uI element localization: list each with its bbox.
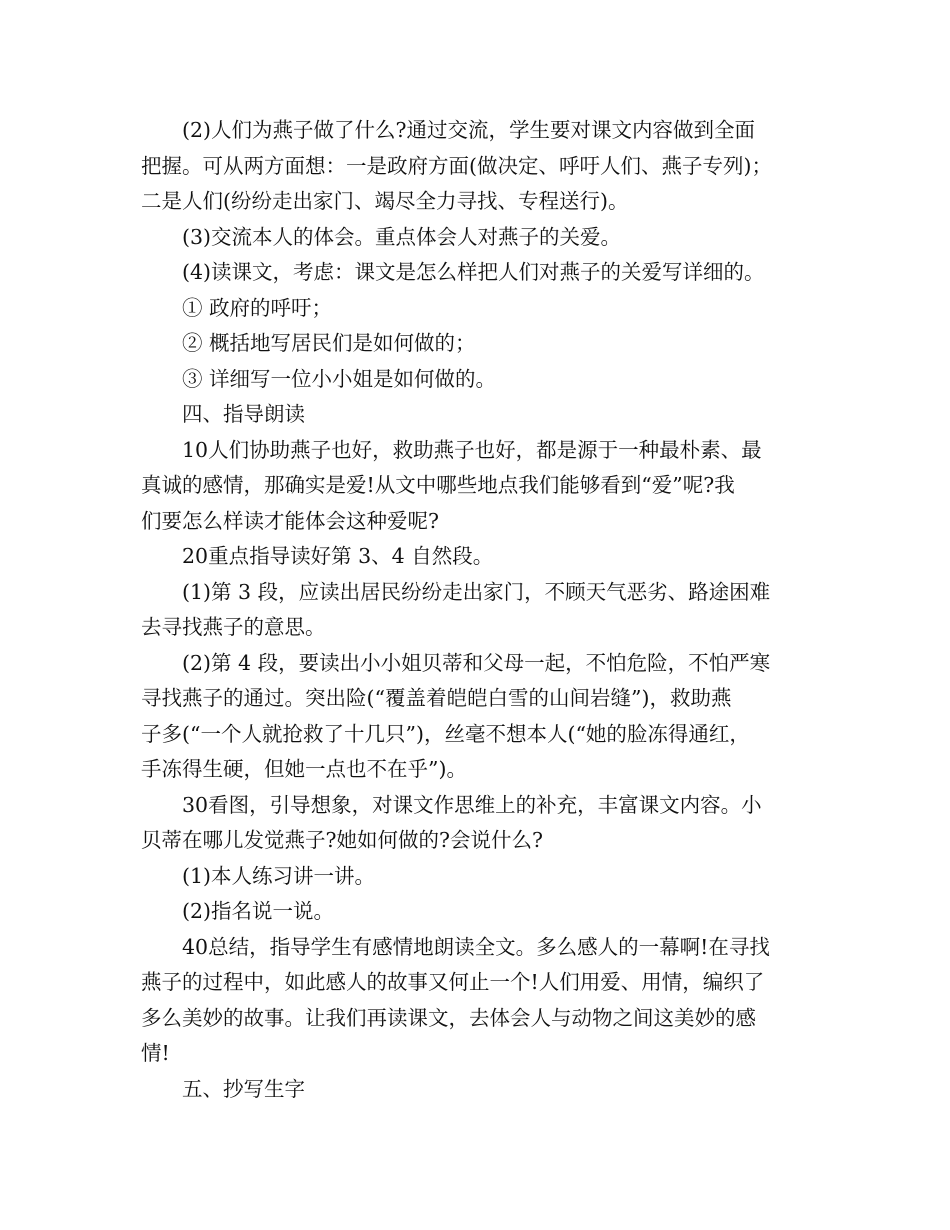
list-item-2 bbox=[141, 326, 811, 362]
paragraph-people-did-for-swallows bbox=[141, 113, 811, 220]
text-line: 多么美妙的故事。让我们再读课文，去体会人与动物之间这美妙的感 bbox=[141, 1005, 756, 1030]
text-line: (4)读课文，考虑：课文是怎么样把人们对燕子的关爱写详细的。 bbox=[182, 260, 765, 284]
text-line: 四、指导朗读 bbox=[182, 402, 305, 426]
text-line: 情! bbox=[141, 1041, 170, 1065]
text-line: 把握。可从两方面想：一是政府方面(做决定、呼吁人们、燕子专列)； bbox=[141, 153, 772, 178]
paragraph-step-2 bbox=[141, 539, 811, 575]
text-line: 二是人们(纷纷走出家门、竭尽全力寻找、专程送行)。 bbox=[141, 189, 629, 213]
text-line: (1)本人练习讲一讲。 bbox=[182, 863, 376, 888]
paragraph-section-3 bbox=[141, 575, 811, 646]
paragraph-section-4 bbox=[141, 646, 811, 788]
text-line: 30看图，引导想象，对课文作思维上的补充，丰富课文内容。小 bbox=[182, 792, 762, 817]
text-line: (3)交流本人的体会。重点体会人对燕子的关爱。 bbox=[182, 224, 622, 249]
text-line: (2)指名说一说。 bbox=[182, 899, 335, 923]
document-body bbox=[141, 113, 811, 1107]
text-line: 20重点指导读好第 3、4 自然段。 bbox=[182, 544, 494, 568]
text-line: 真诚的感情，那确实是爱!从文中哪些地点我们能够看到“爱”呢?我 bbox=[141, 473, 735, 497]
text-line: 子多(“一个人就抢救了十几只”)，丝毫不想本人(“她的脸冻得通红， bbox=[141, 721, 750, 746]
text-line: ③ 详细写一位小小姐是如何做的。 bbox=[182, 366, 497, 391]
text-line: 手冻得生硬，但她一点也不在乎”)。 bbox=[141, 757, 467, 781]
list-item-1 bbox=[141, 291, 811, 327]
text-line: 燕子的过程中，如此感人的故事又何止一个!人们用爱、用情，编织了 bbox=[141, 970, 765, 994]
paragraph-name-speak bbox=[141, 894, 811, 930]
list-item-3 bbox=[141, 362, 811, 398]
text-line: 们要怎么样读才能体会这种爱呢? bbox=[141, 508, 439, 533]
paragraph-practice-telling bbox=[141, 859, 811, 895]
paragraph-share-feelings bbox=[141, 220, 811, 256]
text-line: (2)第 4 段，要读出小小姐贝蒂和父母一起，不怕危险，不怕严寒 bbox=[182, 650, 771, 675]
section-heading-guided-reading bbox=[141, 397, 811, 433]
text-line: 10人们协助燕子也好，救助燕子也好，都是源于一种最朴素、最 bbox=[182, 437, 762, 462]
paragraph-step-4-summary bbox=[141, 930, 811, 1072]
text-line: 贝蒂在哪儿发觉燕子?她如何做的?会说什么? bbox=[141, 828, 543, 852]
text-line: ② 概括地写居民们是如何做的； bbox=[182, 331, 476, 355]
section-heading-copy-characters bbox=[141, 1072, 811, 1108]
paragraph-step-1 bbox=[141, 433, 811, 540]
text-line: (1)第 3 段，应读出居民纷纷走出家门，不顾天气恶劣、路途困难 bbox=[182, 579, 771, 604]
text-line: (2)人们为燕子做了什么?通过交流，学生要对课文内容做到全面 bbox=[182, 118, 756, 142]
text-line: 寻找燕子的通过。突出险(“覆盖着皑皑白雪的山间岩缝”)，救助燕 bbox=[141, 686, 732, 710]
text-line: 五、抄写生字 bbox=[182, 1076, 305, 1101]
paragraph-read-and-think bbox=[141, 255, 811, 291]
paragraph-step-3 bbox=[141, 788, 811, 859]
text-line: 去寻找燕子的意思。 bbox=[141, 615, 326, 639]
text-line: 40总结，指导学生有感情地朗读全文。多么感人的一幕啊!在寻找 bbox=[182, 934, 770, 959]
text-line: ① 政府的呼吁； bbox=[182, 295, 333, 320]
